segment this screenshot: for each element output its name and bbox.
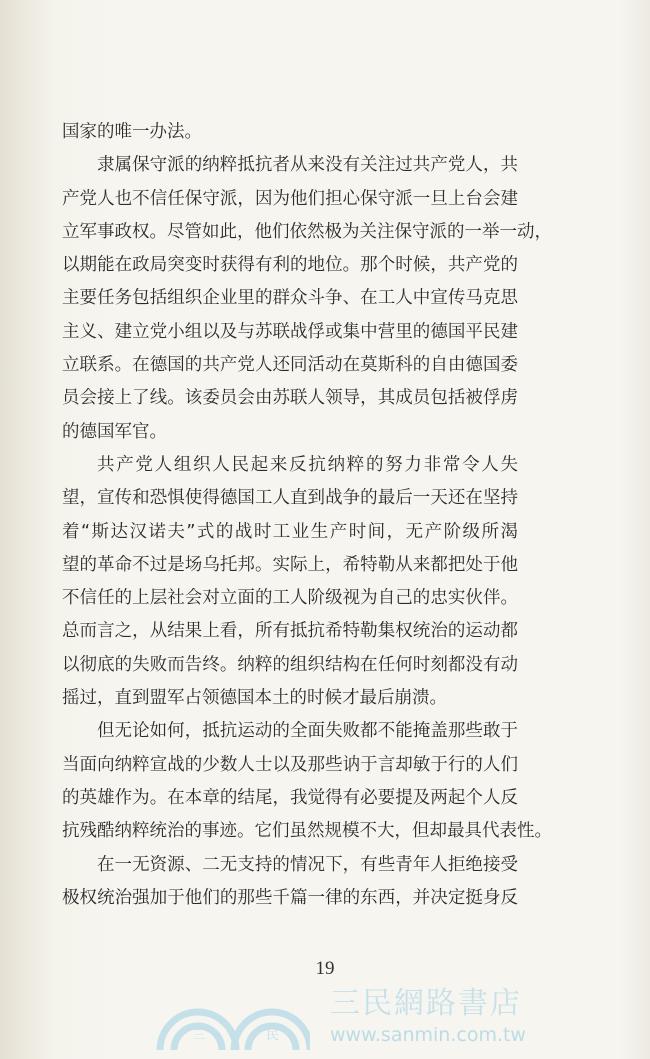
- paragraph: [62, 449, 518, 715]
- book-page-body: [62, 116, 552, 915]
- text-line: 产党人也不信任保守派，因为他们担心保守派一旦上台会建: [62, 188, 518, 209]
- watermark-logo-char: 民: [266, 1028, 280, 1043]
- text-line: 隶属保守派的纳粹抵抗者从来没有关注过共产党人，共: [97, 155, 518, 176]
- text-line: 抗残酷纳粹统治的事迹。它们虽然规模不大，但却最具代表性。: [62, 821, 552, 842]
- watermark-logo-char: 三: [192, 1028, 206, 1043]
- page-number: 19: [315, 958, 335, 979]
- text-line: 的英雄作为。在本章的结尾，我觉得有必要提及两起个人反: [62, 787, 518, 808]
- text-line: 摇过，直到盟军占领德国本土的时候才最后崩溃。: [62, 688, 447, 709]
- text-line: 总而言之，从结果上看，所有抵抗希特勒集权统治的运动都: [62, 621, 518, 642]
- sanmin-logo-icon: [150, 990, 310, 1050]
- text-line: 以期能在政局突变时获得有利的地位。那个时候，共产党的: [62, 255, 518, 276]
- text-line: 不信任的上层社会对立面的工人阶级视为自己的忠实伙伴。: [62, 588, 518, 609]
- text-line: 共产党人组织人民起来反抗纳粹的努力非常令人失: [97, 454, 518, 475]
- watermark-url: www.sanmin.com.tw: [330, 1024, 526, 1046]
- text-line: 的德国军官。: [62, 421, 167, 442]
- text-line: 主要任务包括组织企业里的群众斗争、在工人中宣传马克思: [62, 288, 518, 309]
- text-line: 着“斯达汉诺夫”式的战时工业生产时间，无产阶级所渴: [62, 521, 518, 542]
- text-line: 但无论如何，抵抗运动的全面失败都不能掩盖那些敢于: [97, 721, 518, 742]
- text-line: 极权统治强加于他们的那些千篇一律的东西，并决定挺身反: [62, 887, 518, 908]
- text-line: 主义、建立党小组以及与苏联战俘或集中营里的德国平民建: [62, 321, 518, 342]
- text-line: 望的革命不过是场乌托邦。实际上，希特勒从来都把处于他: [62, 554, 518, 575]
- text-line: 以彻底的失败而告终。纳粹的组织结构在任何时刻都没有动: [62, 654, 518, 675]
- text-line: 望，宣传和恐惧使得德国工人直到战争的最后一天还在坚持: [62, 488, 518, 509]
- text-line: 立联系。在德国的共产党人还同活动在莫斯科的自由德国委: [62, 355, 518, 376]
- paragraph: [62, 715, 552, 848]
- paragraph: [62, 149, 552, 449]
- paragraph: [62, 849, 518, 916]
- text-line: 立军事政权。尽管如此，他们依然极为关注保守派的一举一动，: [62, 221, 552, 242]
- text-line: 员会接上了线。该委员会由苏联人领导，其成员包括被俘虏: [62, 388, 518, 409]
- paragraph: [62, 116, 518, 149]
- watermark-title: 三民網路書店: [330, 986, 522, 1021]
- text-line: 国家的唯一办法。: [62, 122, 202, 142]
- text-line: 在一无资源、二无支持的情况下，有些青年人拒绝接受: [97, 854, 518, 875]
- text-line: 当面向纳粹宣战的少数人士以及那些讷于言却敏于行的人们: [62, 754, 518, 775]
- watermark: [150, 986, 530, 1050]
